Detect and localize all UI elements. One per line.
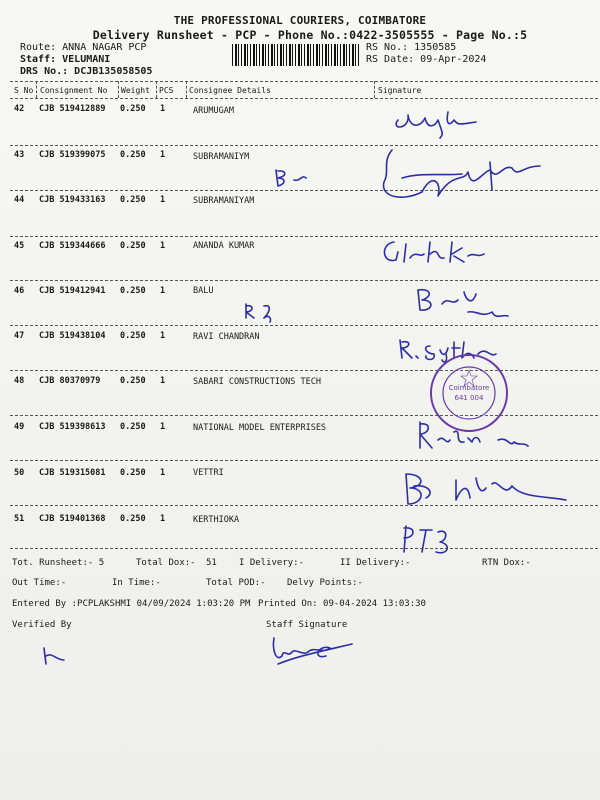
sno-cell: 51 (14, 514, 25, 524)
consignee-cell: NATIONAL MODEL ENTERPRISES (193, 423, 327, 433)
consignee-cell: SUBRAMANIYAM (193, 196, 255, 206)
weight-cell: 0.250 (120, 150, 146, 160)
tot-runsheet: Tot. Runsheet:- 5 (12, 558, 105, 568)
col-header-sno: S No (14, 86, 34, 95)
consignee-cell: BALU (193, 286, 214, 296)
delvy-points: Delvy Points:- (287, 578, 363, 588)
in-time: In Time:- (112, 578, 161, 588)
signature-row-50 (396, 468, 576, 518)
ii-delivery: II Delivery:- (340, 558, 411, 568)
weight-cell: 0.250 (120, 331, 146, 341)
pcs-cell: 1 (160, 376, 166, 386)
pcs-cell: 1 (160, 241, 166, 251)
note-rj (240, 300, 280, 322)
total-dox-label: Total Dox:- (136, 558, 196, 568)
weight-cell: 0.250 (120, 241, 146, 251)
divider (36, 81, 37, 98)
staff-label: Staff: VELUMANI (20, 54, 111, 65)
rtn-dox: RTN Dox:- (482, 558, 531, 568)
pcs-cell: 1 (160, 286, 166, 296)
divider (10, 81, 598, 82)
sno-cell: 48 (14, 376, 25, 386)
barcode (232, 44, 360, 66)
drs-number: DRS No.: DCJB135058505 (20, 66, 153, 77)
consignment-cell: CJB 519401368 (39, 514, 106, 524)
pcs-cell: 1 (160, 331, 166, 341)
consignee-cell: SABARI CONSTRUCTIONS TECH (193, 377, 321, 387)
pcs-cell: 1 (160, 195, 166, 205)
consignment-cell: CJB 519412889 (39, 104, 106, 114)
table-row (0, 238, 600, 284)
sno-cell: 50 (14, 468, 25, 478)
weight-cell: 0.250 (120, 195, 146, 205)
weight-cell: 0.250 (120, 104, 146, 114)
consignee-cell: ANANDA KUMAR (193, 241, 255, 251)
total-pod: Total POD:- (206, 578, 266, 588)
divider (156, 81, 157, 98)
sno-cell: 44 (14, 195, 25, 205)
col-header-consignment: Consignment No (40, 86, 108, 95)
route-label: Route: ANNA NAGAR PCP (20, 42, 147, 53)
col-header-pcs: PCS (159, 86, 174, 95)
sno-cell: 43 (14, 150, 25, 160)
col-header-consignee: Consignee Details (189, 86, 271, 95)
table-row (0, 373, 600, 419)
consignee-cell: RAVI CHANDRAN (193, 332, 260, 342)
consignee-cell: ARUMUGAM (193, 106, 234, 116)
i-delivery: I Delivery:- (239, 558, 305, 568)
runsheet-title: Delivery Runsheet - PCP - Phone No.:0422-3505555 - Page No.:5 (92, 28, 528, 42)
staff-signature-label: Staff Signature (266, 620, 348, 630)
verified-by-label: Verified By (12, 620, 72, 630)
consignment-cell: CJB 519438104 (39, 331, 106, 341)
sno-cell: 49 (14, 422, 25, 432)
consignment-cell: CJB 519315081 (39, 468, 106, 478)
consignee-cell: SUBRAMANIYM (193, 152, 250, 162)
weight-cell: 0.250 (120, 468, 146, 478)
entered-by: Entered By :PCPLAKSHMI 04/09/2024 1:03:20 PM (12, 599, 251, 609)
weight-cell: 0.250 (120, 422, 146, 432)
divider (10, 236, 598, 237)
col-header-signature: Signature (378, 86, 422, 95)
consignment-cell: CJB 519344666 (39, 241, 106, 251)
pcs-cell: 1 (160, 422, 166, 432)
weight-cell: 0.250 (120, 514, 146, 524)
consignment-cell: CJB 519399075 (39, 150, 106, 160)
rs-date: RS Date: 09-Apr-2024 (366, 54, 487, 65)
pcs-cell: 1 (160, 514, 166, 524)
divider (374, 81, 375, 98)
pcs-cell: 1 (160, 104, 166, 114)
sno-cell: 42 (14, 104, 25, 114)
consignment-cell: CJB 519412941 (39, 286, 106, 296)
stamp-pin: 641 004 (454, 394, 484, 402)
signature-row-51 (396, 522, 476, 562)
divider (186, 81, 187, 98)
consignee-cell: KERTHIOKA (193, 515, 240, 525)
divider (10, 98, 598, 99)
out-time: Out Time:- (12, 578, 67, 588)
consignee-cell: VETTRI (193, 468, 224, 478)
sno-cell: 47 (14, 331, 25, 341)
staff-signature (268, 634, 358, 670)
consignment-cell: CJB 519433163 (39, 195, 106, 205)
divider (10, 548, 598, 549)
pcs-cell: 1 (160, 468, 166, 478)
divider (118, 81, 119, 98)
sno-cell: 46 (14, 286, 25, 296)
signature-row-42 (380, 100, 480, 140)
consignment-cell: CJB 519398613 (39, 422, 106, 432)
weight-cell: 0.250 (120, 286, 146, 296)
stamp-city: Coimbatore (448, 384, 490, 392)
printed-on: Printed On: 09-04-2024 13:03:30 (258, 599, 426, 609)
col-header-weight: Weight (121, 86, 150, 95)
total-dox-value: 51 (206, 558, 217, 568)
signature-row-49 (414, 418, 534, 468)
signature-row-43-44 (372, 142, 552, 212)
note-bs (270, 166, 310, 190)
weight-cell: 0.250 (120, 376, 146, 386)
rs-number: RS No.: 1350585 (366, 42, 457, 53)
consignment-cell: CJB 80370979 (39, 376, 101, 386)
verified-by-signature (40, 646, 70, 670)
sno-cell: 45 (14, 241, 25, 251)
table-row (0, 101, 600, 147)
divider (10, 280, 598, 281)
pcs-cell: 1 (160, 150, 166, 160)
signature-row-46 (412, 282, 512, 326)
company-title: THE PROFESSIONAL COURIERS, COIMBATORE (173, 14, 427, 27)
signature-row-45 (380, 234, 500, 270)
